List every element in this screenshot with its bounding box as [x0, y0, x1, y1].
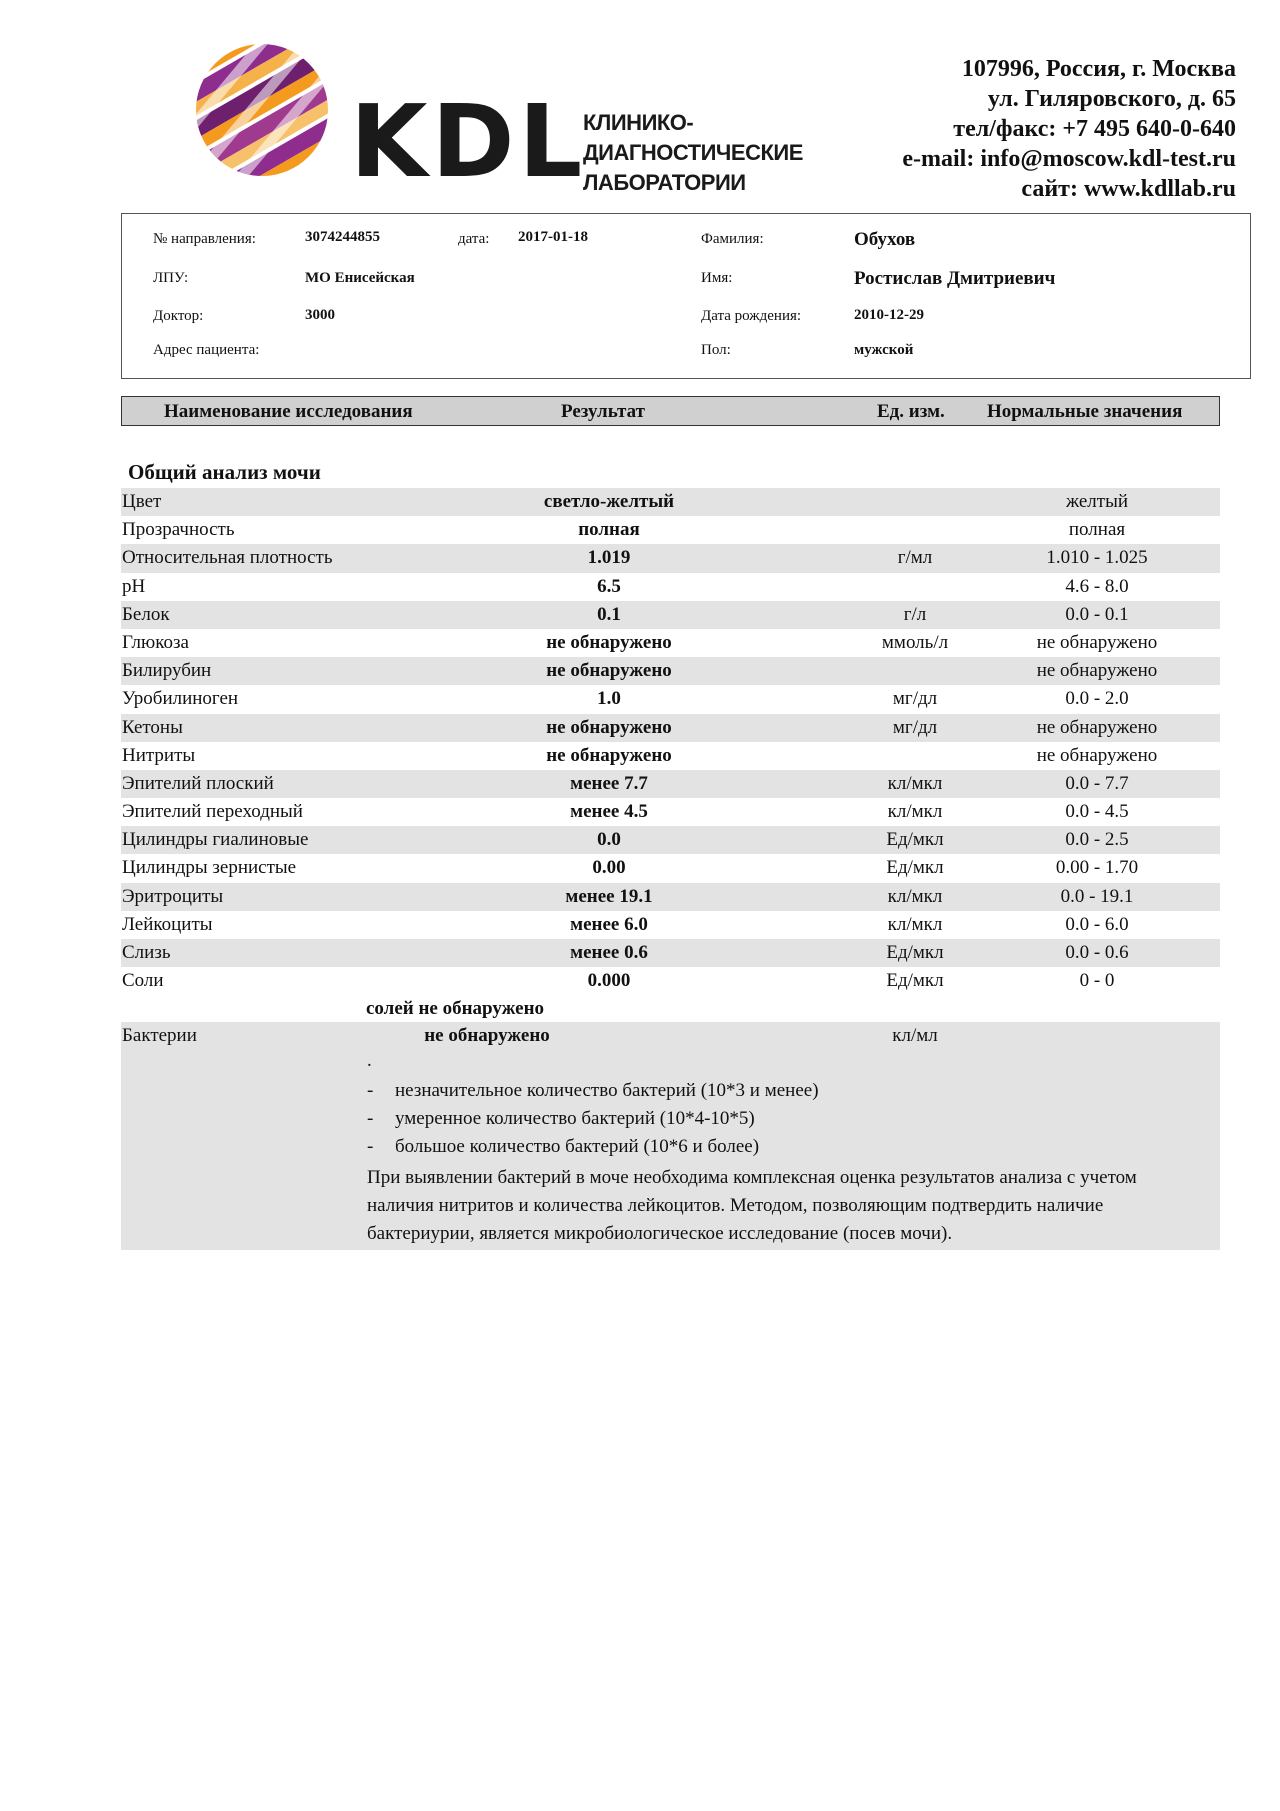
bacteria-dot: . [367, 1050, 372, 1071]
bacteria-scale-text: незначительное количество бактерий (10*3 и менее) [395, 1080, 819, 1101]
cell-unit: Ед/мкл [886, 942, 944, 963]
cell-norm: желтый [1065, 491, 1129, 512]
cell-unit: г/мл [897, 547, 933, 569]
cell-result: не обнаружено [546, 631, 672, 653]
cell-name: Глюкоза [122, 631, 189, 653]
contact-website[interactable]: сайт: www.kdllab.ru [1021, 176, 1236, 202]
cell-norm: 0.0 - 0.6 [1065, 942, 1129, 963]
cell-name: Уробилиноген [122, 688, 239, 710]
cell-unit: г/л [903, 603, 927, 625]
contact-phone: тел/факс: +7 495 640-0-640 [953, 116, 1236, 142]
results-table-header [121, 396, 1220, 426]
table-row [121, 826, 1220, 854]
bacteria-unit: кл/мл [892, 1025, 938, 1046]
cell-norm: 0.0 - 19.1 [1060, 885, 1134, 907]
bacteria-note: При выявлении бактерий в моче необходима комплексная оценка результатов анализа с учетом наличия нитритов и количества лейкоцитов. Методом, позволяющим подтвердить наличие бактериурии, является микробиологическое исследование (посев мочи). [367, 1167, 1137, 1244]
cell-result: менее 0.6 [570, 942, 648, 963]
cell-result: полная [578, 519, 640, 541]
cell-name: Слизь [122, 942, 171, 963]
referral-number: 3074244855 [305, 229, 380, 245]
table-row [121, 488, 1220, 516]
cell-unit: Ед/мкл [886, 857, 944, 879]
brand-subtitle [583, 108, 803, 198]
patient-name: Ростислав Дмитриевич [854, 268, 1056, 289]
cell-result: не обнаружено [546, 660, 672, 682]
contact-email[interactable]: e-mail: info@moscow.kdl-test.ru [902, 146, 1236, 172]
cell-result: не обнаружено [546, 716, 672, 738]
cell-unit: кл/мкл [887, 772, 943, 794]
table-row [121, 742, 1220, 770]
cell-norm: 0.0 - 7.7 [1065, 772, 1129, 794]
cell-unit: кл/мкл [887, 885, 943, 907]
cell-result: 0.0 [597, 829, 621, 851]
cell-norm: не обнаружено [1036, 716, 1158, 738]
bacteria-result: не обнаружено [424, 1025, 550, 1046]
contact-address-street: ул. Гиляровского, д. 65 [987, 86, 1236, 112]
section-title: Общий анализ мочи [128, 460, 321, 484]
table-row [121, 883, 1220, 911]
doctor-value: 3000 [305, 307, 335, 323]
table-row [121, 939, 1220, 967]
cell-result: 6.5 [597, 575, 621, 597]
table-row [121, 657, 1220, 685]
cell-name: Цвет [122, 491, 162, 512]
table-row [121, 573, 1220, 601]
header-name: Наименование исследования [164, 401, 413, 422]
table-row [121, 601, 1220, 629]
table-row [121, 911, 1220, 939]
cell-result: менее 6.0 [570, 913, 648, 935]
cell-norm: 0.0 - 0.1 [1065, 603, 1129, 625]
address-label: Адрес пациента: [153, 342, 260, 358]
birth-date: 2010-12-29 [854, 307, 924, 323]
patient-sex: мужской [854, 342, 914, 358]
cell-result: светло-желтый [543, 491, 675, 512]
clinic-name: МО Енисейская [305, 270, 415, 286]
cell-norm: полная [1068, 519, 1126, 541]
cell-name: Цилиндры зернистые [122, 857, 297, 879]
cell-name: Лейкоциты [122, 913, 213, 935]
cell-name: Белок [122, 603, 170, 625]
cell-norm: не обнаружено [1036, 744, 1158, 766]
cell-name: Кетоны [122, 716, 183, 738]
cell-name: Цилиндры гиалиновые [122, 829, 309, 851]
cell-result: не обнаружено [546, 744, 672, 766]
cell-norm: 0.00 - 1.70 [1055, 857, 1139, 879]
cell-result: 0.000 [587, 970, 631, 992]
cell-unit: мг/дл [892, 716, 938, 738]
cell-name: Эпителий плоский [122, 772, 274, 794]
bacteria-block [121, 1022, 1220, 1250]
cell-result: менее 4.5 [570, 801, 648, 823]
table-row [121, 967, 1220, 995]
birth-label: Дата рождения: [701, 308, 802, 324]
cell-name: Эритроциты [122, 885, 224, 907]
bacteria-scale-text: большое количество бактерий (10*6 и более) [395, 1136, 760, 1157]
cell-unit: мг/дл [892, 688, 938, 710]
header-unit: Ед. изм. [877, 401, 945, 422]
table-row [121, 516, 1220, 544]
bacteria-scale-item: - умеренное количество бактерий (10*4-10*5) [367, 1108, 755, 1129]
cell-name: Соли [122, 970, 164, 992]
table-row [121, 685, 1220, 713]
sex-label: Пол: [701, 342, 731, 358]
salt-note: солей не обнаружено [366, 998, 545, 1019]
cell-unit: Ед/мкл [886, 829, 944, 851]
table-row [121, 770, 1220, 798]
brand-name: KDL [350, 83, 587, 200]
cell-unit: ммоль/л [881, 631, 949, 653]
surname-label: Фамилия: [701, 231, 764, 247]
table-row [121, 714, 1220, 742]
cell-result: 1.019 [587, 547, 631, 569]
cell-norm: 1.010 - 1.025 [1046, 547, 1148, 569]
contact-address-city: 107996, Россия, г. Москва [961, 56, 1236, 82]
cell-unit: кл/мкл [887, 801, 943, 823]
header-result: Результат [561, 401, 645, 422]
header-norm: Нормальные значения [987, 401, 1183, 422]
clinic-label: ЛПУ: [153, 270, 189, 286]
bacteria-scale-text: умеренное количество бактерий (10*4-10*5) [395, 1108, 755, 1129]
cell-norm: 0.0 - 6.0 [1065, 913, 1129, 935]
cell-unit: Ед/мкл [886, 970, 944, 992]
cell-result: 0.00 [592, 857, 626, 879]
cell-norm: 0.0 - 2.0 [1065, 688, 1129, 710]
contact-block [902, 54, 1236, 204]
cell-norm: 4.6 - 8.0 [1065, 575, 1129, 597]
patient-info-box [121, 213, 1251, 379]
cell-result: менее 7.7 [570, 772, 648, 794]
date-label: дата: [458, 231, 490, 247]
cell-result: менее 19.1 [565, 885, 653, 907]
cell-norm: 0.0 - 2.5 [1065, 829, 1129, 851]
table-row [121, 798, 1220, 826]
bacteria-name: Бактерии [122, 1025, 197, 1046]
cell-result: 1.0 [597, 688, 621, 710]
table-row [121, 629, 1220, 657]
results-table [121, 488, 1220, 995]
cell-name: pH [122, 575, 146, 597]
cell-norm: 0.0 - 4.5 [1065, 801, 1129, 823]
brand-subtitle-line: КЛИНИКО- [583, 110, 694, 135]
table-row [121, 544, 1220, 572]
patient-surname: Обухов [854, 229, 916, 250]
bacteria-scale-item: - большое количество бактерий (10*6 и более) [367, 1136, 760, 1157]
table-row [121, 854, 1220, 882]
kdl-logo-icon [194, 42, 330, 178]
name-label: Имя: [701, 270, 733, 286]
cell-name: Прозрачность [122, 519, 235, 541]
referral-date: 2017-01-18 [518, 229, 588, 245]
brand-subtitle-line: ЛАБОРАТОРИИ [583, 170, 746, 195]
cell-unit: кл/мкл [887, 913, 943, 935]
cell-name: Нитриты [122, 744, 196, 766]
referral-label: № направления: [153, 231, 256, 247]
cell-name: Относительная плотность [122, 547, 333, 569]
cell-name: Эпителий переходный [122, 801, 303, 823]
cell-name: Билирубин [122, 660, 212, 682]
cell-norm: не обнаружено [1036, 660, 1158, 682]
cell-norm: 0 - 0 [1079, 970, 1115, 992]
cell-norm: не обнаружено [1036, 631, 1158, 653]
brand-subtitle-line: ДИАГНОСТИЧЕСКИЕ [583, 140, 803, 165]
bacteria-scale-item: - незначительное количество бактерий (10*3 и менее) [367, 1080, 819, 1101]
cell-result: 0.1 [597, 603, 621, 625]
doctor-label: Доктор: [153, 308, 204, 324]
